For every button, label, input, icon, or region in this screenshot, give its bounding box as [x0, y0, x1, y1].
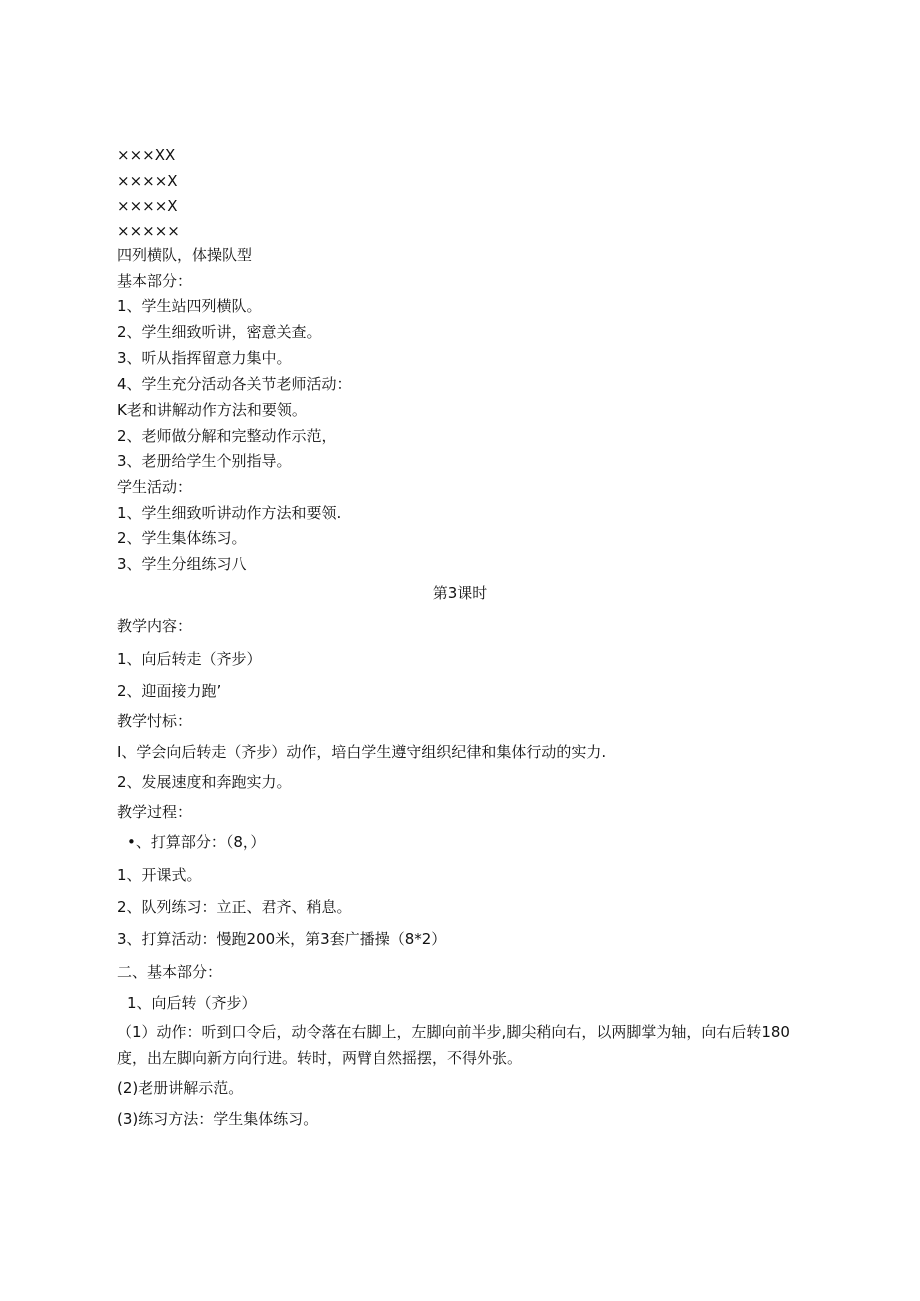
paragraph: （1）动作：听到口令后，动令落在右脚上，左脚向前半步,脚尖稍向右，以两脚掌为轴，向右后转180度，出左脚向新方向行进。转时，两臂自然摇摆，不得外张。	[117, 1023, 790, 1067]
text-line: 2、学生集体练习。	[117, 529, 247, 547]
text-line: K老和讲解动作方法和要领。	[117, 401, 307, 419]
text-line: 3、听从指挥留意力集中。	[117, 349, 292, 367]
text-line: I、学会向后转走（齐步）动作，培白学生遵守组织纪律和集体行动的实力.	[117, 743, 607, 761]
text-line: 1、向后转（齐步）	[127, 994, 257, 1012]
section-heading: 基本部分：	[117, 272, 193, 290]
text-line: 1、向后转走（齐步）	[117, 650, 262, 668]
formation-row-2: ××××X	[117, 172, 178, 190]
section-heading: 教学内容：	[117, 617, 193, 635]
lesson-title: 第3课时	[432, 584, 488, 602]
formation-row-1: ×××XX	[117, 146, 176, 164]
text-line: 2、队列练习：立正、君齐、稍息。	[117, 898, 352, 916]
formation-row-4: ×××××	[117, 222, 180, 240]
text-line: 3、打算活动：慢跑200米，第3套广播操（8*2）	[117, 930, 447, 948]
text-line: •、打算部分：（8，）	[127, 833, 266, 851]
text-line: 3、学生分组练习八	[117, 555, 247, 573]
formation-caption: 四列横队，体操队型	[117, 246, 253, 264]
text-line: 1、开课式。	[117, 866, 202, 884]
formation-row-3: ××××X	[117, 197, 178, 215]
text-line: 1、学生站四列横队。	[117, 297, 262, 315]
text-line: (3)练习方法：学生集体练习。	[117, 1110, 319, 1128]
text-line: 2、学生细致听讲，密意关查。	[117, 323, 322, 341]
text-line: 2、老师做分解和完整动作示范，	[117, 427, 337, 445]
section-heading: 教学忖标：	[117, 712, 193, 730]
text-line: 2、发展速度和奔跑实力。	[117, 773, 292, 791]
text-line: (2)老册讲解示范。	[117, 1079, 244, 1097]
text-line: 2、迎面接力跑’	[117, 682, 222, 700]
section-heading: 学生活动：	[117, 478, 193, 496]
section-heading: 教学过程：	[117, 803, 193, 821]
text-line: 1、学生细致听讲动作方法和要领.	[117, 504, 342, 522]
text-line: 3、老册给学生个别指导。	[117, 452, 292, 470]
text-line: 4、学生充分活动各关节老师活动：	[117, 375, 352, 393]
section-heading: 二、基本部分：	[117, 963, 223, 981]
